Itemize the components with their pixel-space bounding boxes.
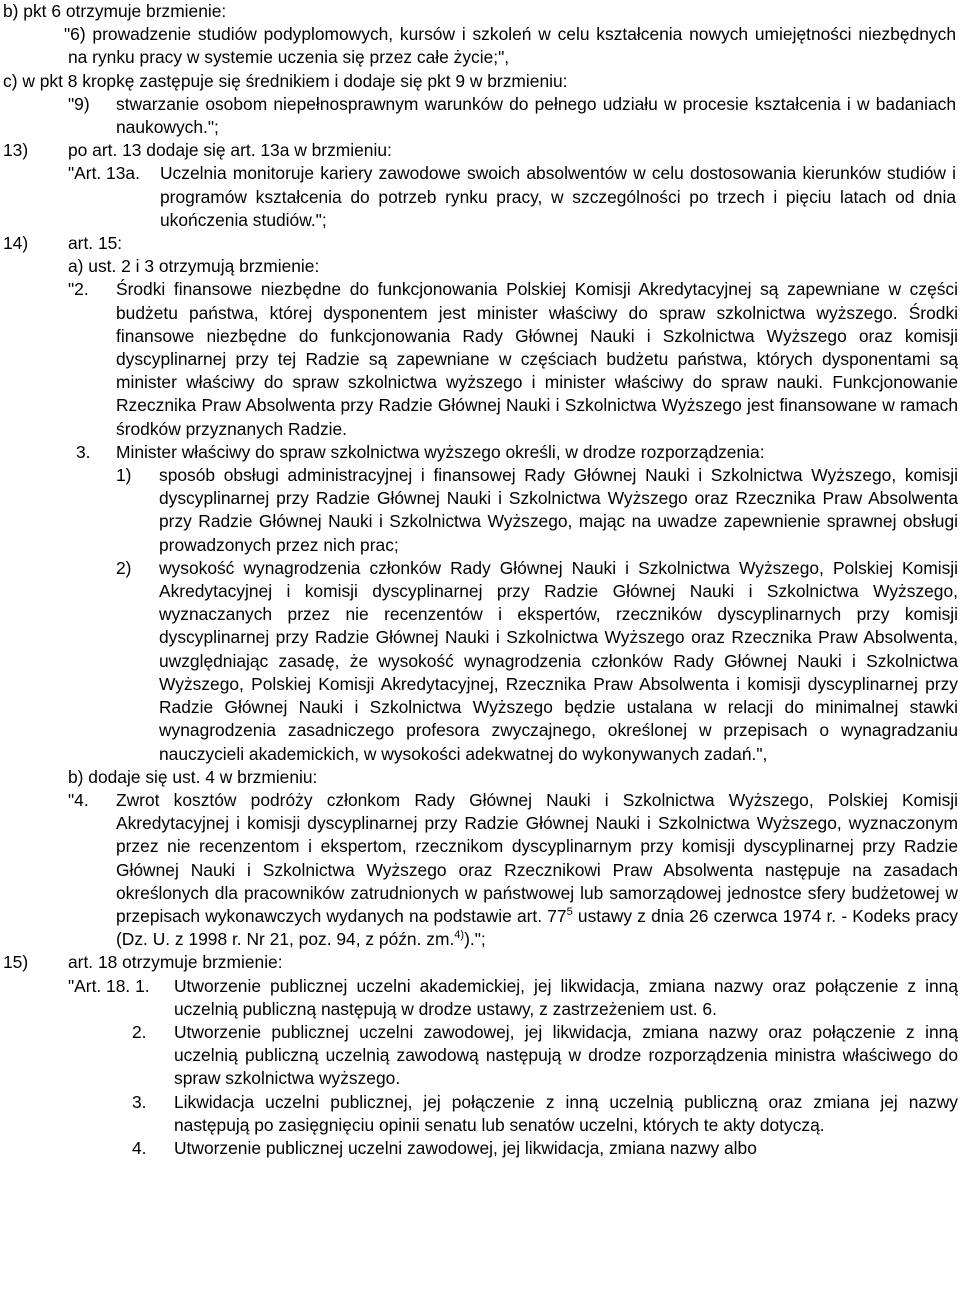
subpoint-2 — [116, 557, 958, 766]
paragraph-text: Utworzenie publicznej uczelni zawodowej, jej likwidacja, zmiana nazwy oraz połączenie z inną uczelnią publiczną uczelnią zawodową następują w drodze rozporządzenia ministra właściwego do spraw szkolnictwa wyższego. — [174, 1021, 958, 1089]
paragraph-text: Likwidacja uczelni publicznej, jej połączenie z inną uczelnią publiczną oraz zmiana jej nazwy następują po zasięgnięciu opinii senatu lub senatów uczelni, których te akty dotyczą. — [174, 1091, 958, 1135]
article-number: "Art. 13a. — [68, 163, 140, 184]
paragraph-number: 2. — [132, 1021, 147, 1042]
paragraph-number: 3. — [132, 1091, 147, 1112]
item-14 — [0, 232, 960, 255]
paragraph-text-end: )."; — [464, 929, 486, 950]
item-number: 14) — [3, 233, 29, 254]
article-18-par-2 — [132, 1021, 958, 1091]
item-number: 15) — [3, 952, 29, 973]
item-text: po art. 13 dodaje się art. 13a w brzmieniu: — [68, 140, 392, 161]
paragraph-text: Środki finansowe niezbędne do funkcjonowania Polskiej Komisji Akredytacyjnej są zapewniane w części budżetu państwa, której dysponentem jest minister właściwy do spraw szkolnictwa wyższego. Środki finansowe niezbędne do funkcjonowania Rady Głównej Nauki i Szkolnictwa Wyższego oraz komisji dyscyplinarnej przy tej Radzie są zapewniane w częściach budżetu państwa, których dysponentami są minister właściwy do spraw szkolnictwa wyższego i minister właściwy do spraw nauki. Funkcjonowanie Rzecznika Praw Absolwenta przy Radzie Głównej Nauki i Szkolnictwa Wyższego jest finansowane w ramach środków przyznanych Radzie. — [116, 279, 958, 439]
article-18-par-3 — [132, 1091, 958, 1137]
item-15 — [0, 951, 960, 974]
subpoint-number: 1) — [116, 465, 132, 486]
paragraph-text: Zwrot kosztów podróży członkom Rady Głównej Nauki i Szkolnictwa Wyższego, Polskiej Komisji Akredytacyjnej i komisji dyscyplinarnej przy Radzie Głównej Nauki i Szkolnictwa Wyższego, wyznaczonym przez nie recenzentom i ekspertom, rzecznikom dyscyplinarnym przy komisji dyscyplinarnej przy Radzie Głównej Nauki i Szkolnictwa Wyższego oraz Rzecznikowi Praw Absolwenta następuje na zasadach określonych dla pracowników zatrudnionych w państwowej lub samorządowej jednostce sfery budżetowej w przepisach wykonawczych wydanych na podstawie art. 77 — [116, 789, 958, 926]
paragraph-4 — [68, 789, 958, 951]
subpoint-number: 2) — [116, 557, 132, 578]
item-13 — [0, 139, 960, 162]
paragraph-3 — [0, 441, 960, 464]
quoted-point-9 — [68, 93, 956, 139]
article-text: Uczelnia monitoruje kariery zawodowe swoich absolwentów w celu dostosowania kierunków studiów i programów kształcenia do potrzeb rynku pracy, w szczególności po trzech i pięciu latach od dnia ukończenia studiów."; — [160, 163, 956, 230]
item-text: art. 18 otrzymuje brzmienie: — [68, 952, 283, 973]
paragraph-text: Utworzenie publicznej uczelni akademickiej, jej likwidacja, zmiana nazwy oraz połączenie z inną uczelnią publiczną następują w drodze ustawy, z zastrzeżeniem ust. 6. — [174, 975, 958, 1019]
subpoint-text: sposób obsługi administracyjnej i finansowej Rady Głównej Nauki i Szkolnictwa Wyższego, komisji dyscyplinarnej przy Radzie Głównej Nauki i Szkolnictwa Wyższego oraz Rzecznika Praw Absolwenta przy Radzie Głównej Nauki i Szkolnictwa Wyższego, mając na uwadze zapewnienie sprawnej obsługi prowadzonych przez nich prac; — [159, 465, 958, 555]
paragraph-text: Minister właściwy do spraw szkolnictwa wyższego określi, w drodze rozporządzenia: — [116, 441, 765, 462]
paragraph-text: Utworzenie publicznej uczelni zawodowej, jej likwidacja, zmiana nazwy albo — [174, 1137, 757, 1158]
subpoint-1 — [116, 464, 958, 557]
doc-line: c) w pkt 8 kropkę zastępuje się średnikiem i dodaje się pkt 9 w brzmieniu: — [3, 70, 568, 91]
paragraph-2 — [68, 278, 958, 440]
paragraph-number: "2. — [68, 279, 89, 300]
quoted-point-6: "6) prowadzenie studiów podyplomowych, kursów i szkoleń w celu kształcenia nowych umiejętności niezbędnych na rynku pracy w systemie uczenia się przez całe życie;", — [64, 24, 956, 68]
point-text: stwarzanie osobom niepełnosprawnym warunków do pełnego udziału w procesie kształcenia i w badaniach naukowych."; — [116, 93, 956, 138]
subpoint-text: wysokość wynagrodzenia członków Rady Głównej Nauki i Szkolnictwa Wyższego, Polskiej Komisji Akredytacyjnej i komisji dyscyplinarnej przy Radzie Głównej Nauki i Szkolnictwa Wyższego, wyznaczanych przez nie recenzentów i ekspertów, rzeczników dyscyplinarnych przy komisji dyscyplinarnej przy Radzie Głównej Nauki i Szkolnictwa Wyższego oraz Rzecznika Praw Absolwenta, uwzględniając zasadę, że wysokość wynagrodzenia członków Rady Głównej Nauki i Szkolnictwa Wyższego, Polskiej Komisji Akredytacyjnej, Rzecznika Praw Absolwenta i komisji dyscyplinarnej przy Radzie Głównej Nauki i Szkolnictwa Wyższego będzie ustalana w relacji do minimalnej stawki wynagrodzenia zasadniczego profesora zwyczajnego, określonej w przepisach o wynagradzaniu nauczycieli akademickich, w wysokości adekwatnej do wykonywanych zadań.", — [159, 557, 958, 764]
paragraph-number: "4. — [68, 789, 89, 810]
superscript: 5 — [566, 906, 573, 919]
item-number: 13) — [3, 140, 29, 161]
paragraph-text-cont: ustawy z dnia 26 czerwca 1974 r. - Kodeks pracy (Dz. U. z 1998 r. Nr 21, poz. 94, z późn. zm. — [116, 905, 958, 950]
paragraph-number: 4. — [132, 1137, 147, 1158]
point-number: "9) — [68, 93, 90, 114]
article-18-par-4 — [132, 1137, 958, 1160]
doc-line: a) ust. 2 i 3 otrzymują brzmienie: — [68, 256, 320, 277]
article-13a — [68, 162, 956, 232]
doc-line: b) pkt 6 otrzymuje brzmienie: — [3, 1, 227, 21]
item-text: art. 15: — [68, 233, 123, 254]
doc-line: b) dodaje się ust. 4 w brzmieniu: — [68, 766, 318, 787]
article-number: "Art. 18. 1. — [68, 975, 150, 996]
article-18-par-1 — [68, 975, 958, 1021]
paragraph-number: 3. — [76, 441, 91, 462]
footnote-ref: 4) — [454, 929, 465, 942]
